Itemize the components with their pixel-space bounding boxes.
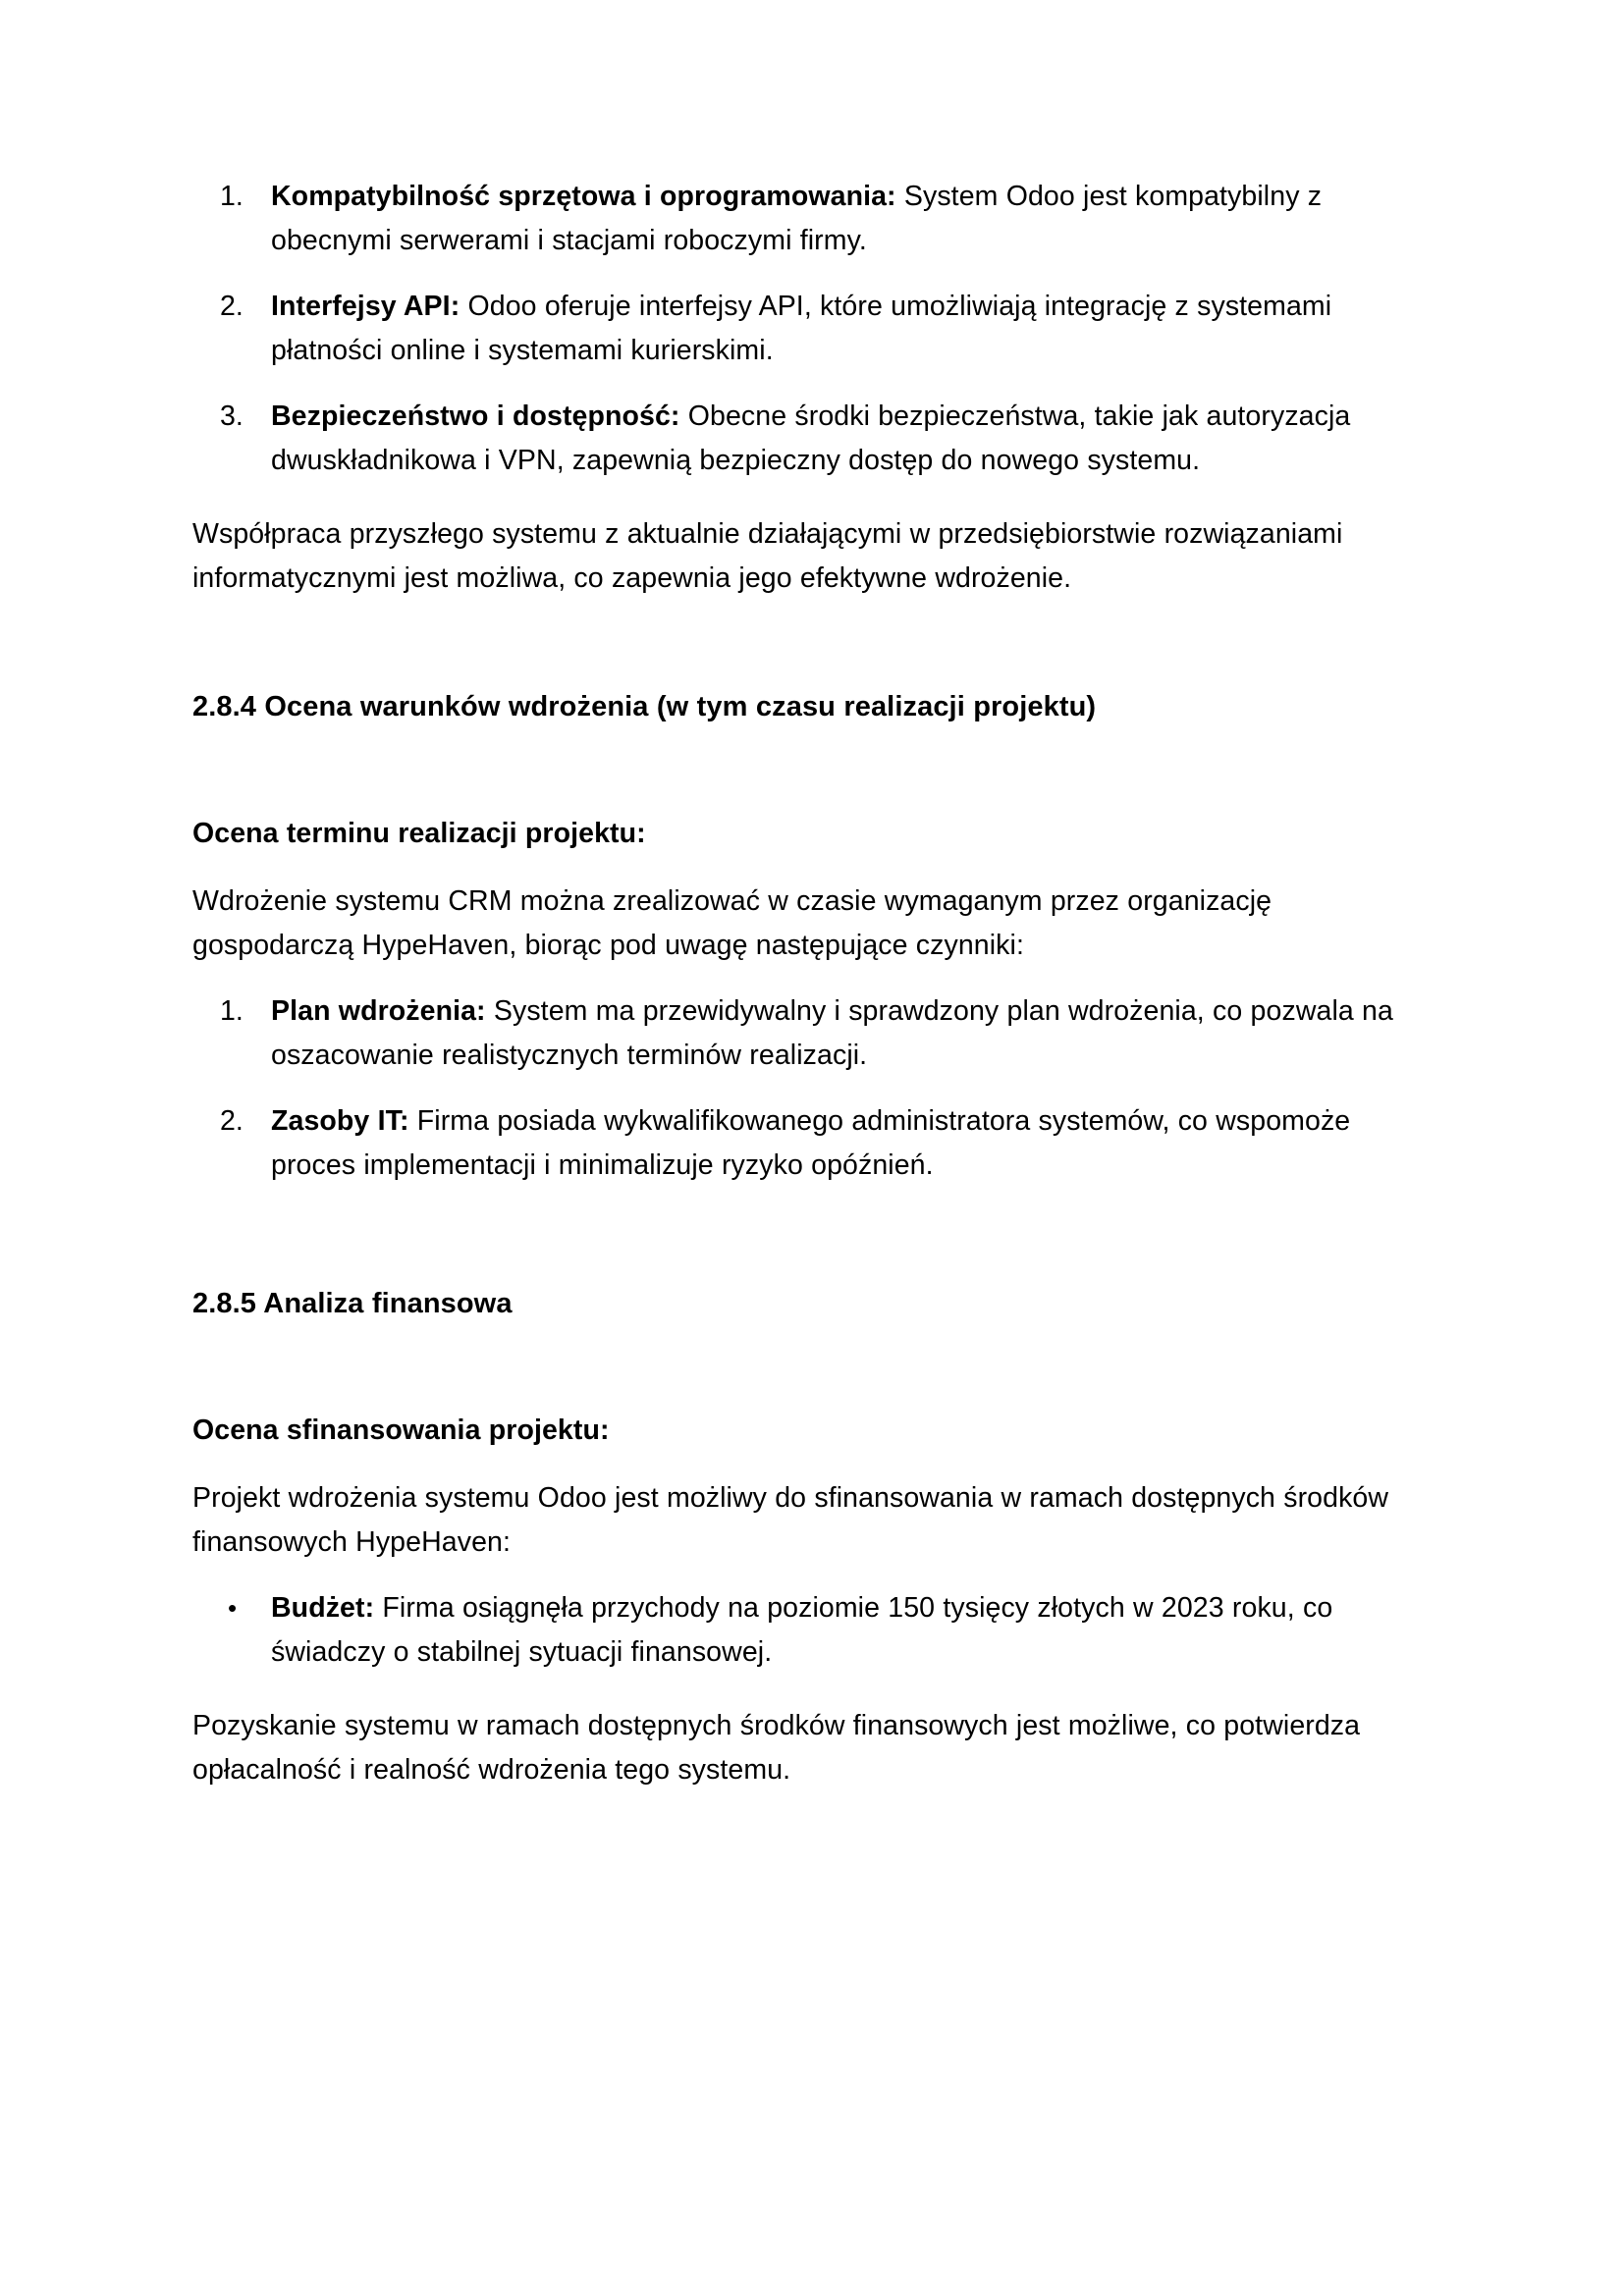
paragraph-285-intro: Projekt wdrożenia systemu Odoo jest możliwy do sfinansowania w ramach dostępnych środków finansowych HypeHaven: <box>192 1482 1389 1558</box>
list-item-text <box>271 1099 1439 1188</box>
spacer <box>192 856 1439 880</box>
list-item <box>192 1099 1439 1188</box>
paragraph-compatibility-summary: Współpraca przyszłego systemu z aktualnie działającymi w przedsiębiorstwie rozwiązaniami informatycznymi jest możliwa, co zapewnia jego efektywne wdrożenie. <box>192 518 1343 594</box>
spacer <box>192 1453 1439 1476</box>
spacer <box>192 483 1439 512</box>
subheading-ocena-sfinansowania: Ocena sfinansowania projektu: <box>192 1415 610 1446</box>
list-item-body: System ma przewidywalny i sprawdzony plan wdrożenia, co pozwala na oszacowanie realistycznych terminów realizacji. <box>271 995 1393 1071</box>
subheading-ocena-terminu: Ocena terminu realizacji projektu: <box>192 818 646 849</box>
spacer <box>192 968 1439 989</box>
list-item-text <box>271 1586 1439 1675</box>
list-item-lead: Zasoby IT: <box>271 1105 409 1137</box>
list-item-body: Odoo oferuje interfejsy API, które umożliwiają integrację z systemami płatności online i systemami kurierskimi. <box>271 291 1332 366</box>
list-item-text <box>271 175 1439 263</box>
list-marker: 3. <box>220 400 244 432</box>
list-item <box>192 175 1439 263</box>
list-marker: 2. <box>220 1105 244 1137</box>
list-item-body: System Odoo jest kompatybilny z obecnymi serwerami i stacjami roboczymi firmy. <box>271 181 1323 256</box>
spacer <box>192 601 1439 685</box>
list-item-body: Firma osiągnęła przychody na poziomie 150 tysięcy złotych w 2023 roku, co świadczy o stabilnej sytuacji finansowej. <box>271 1592 1333 1668</box>
list-item-body: Obecne środki bezpieczeństwa, takie jak autoryzacja dwuskładnikowa i VPN, zapewnią bezpieczny dostęp do nowego systemu. <box>271 400 1351 476</box>
list-item-text <box>271 989 1439 1078</box>
spacer <box>192 1675 1439 1704</box>
page-content <box>192 175 1439 1792</box>
list-item <box>192 989 1439 1078</box>
spacer <box>192 1326 1439 1409</box>
compatibility-list <box>192 175 1439 483</box>
list-marker: 1. <box>220 181 244 212</box>
paragraph-284-intro: Wdrożenie systemu CRM można zrealizować w czasie wymaganym przez organizację gospodarczą HypeHaven, biorąc pod uwagę następujące czynniki: <box>192 885 1272 961</box>
bullet-icon: • <box>228 1593 238 1623</box>
budget-list <box>192 1586 1439 1675</box>
list-marker: 1. <box>220 995 244 1027</box>
list-item-lead: Budżet: <box>271 1592 375 1624</box>
list-item-lead: Kompatybilność sprzętowa i oprogramowania: <box>271 181 896 212</box>
list-item-body: Firma posiada wykwalifikowanego administratora systemów, co wspomoże proces implementacji i minimalizuje ryzyko opóźnień. <box>271 1105 1351 1181</box>
spacer <box>192 1188 1439 1282</box>
list-item-text <box>271 395 1439 483</box>
paragraph-285-closing: Pozyskanie systemu w ramach dostępnych środków finansowych jest możliwe, co potwierdza opłacalność i realność wdrożenia tego systemu. <box>192 1710 1361 1786</box>
section-heading-2-8-5: 2.8.5 Analiza finansowa <box>192 1288 513 1319</box>
list-item-text <box>271 285 1439 373</box>
list-marker: 2. <box>220 291 244 322</box>
section-heading-2-8-4: 2.8.4 Ocena warunków wdrożenia (w tym czasu realizacji projektu) <box>192 691 1097 722</box>
spacer <box>192 729 1439 812</box>
list-item <box>192 1586 1439 1675</box>
list-item-lead: Bezpieczeństwo i dostępność: <box>271 400 680 432</box>
list-item <box>192 285 1439 373</box>
implementation-conditions-list <box>192 989 1439 1188</box>
list-item-lead: Plan wdrożenia: <box>271 995 486 1027</box>
spacer <box>192 1565 1439 1586</box>
list-item-lead: Interfejsy API: <box>271 291 460 322</box>
list-item <box>192 395 1439 483</box>
